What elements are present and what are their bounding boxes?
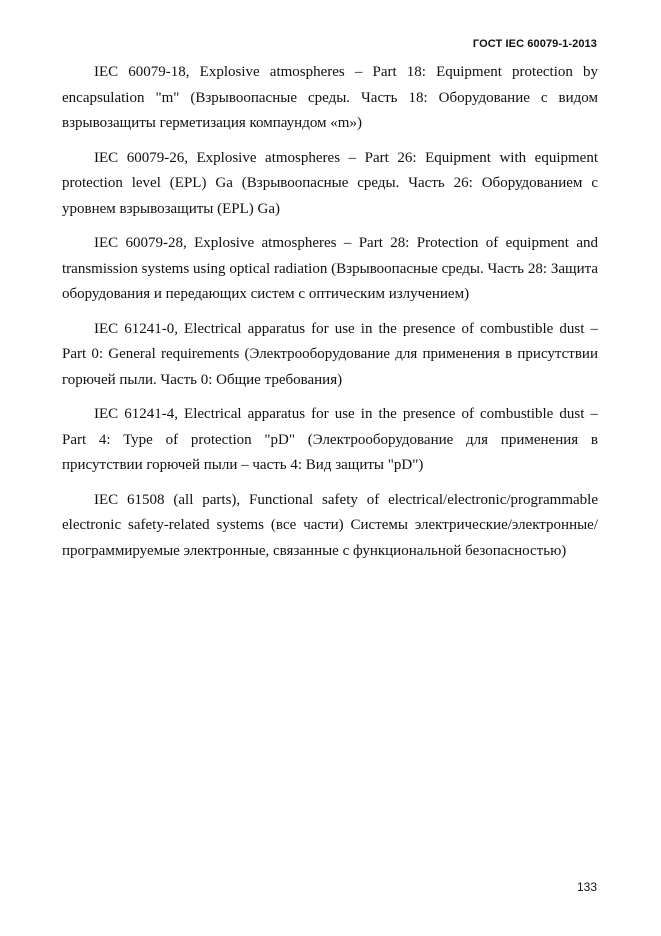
reference-iec-60079-26: IEC 60079-26, Explosive atmospheres – Part 26: Equipment with equipment protection level (EPL) Ga (Взрывоопасные среды. Часть 26: Оборудованием с уровнем взрывозащиты (EPL) Ga) (62, 149, 598, 217)
page-number: 133 (576, 880, 597, 894)
reference-iec-61508: IEC 61508 (all parts), Functional safety of electrical/electronic/programmable electronic safety-related systems (все части) Системы электрические/электронные/программируемые электронные, связанные с функциональной безопасностью) (62, 491, 598, 559)
reference-iec-60079-28: IEC 60079-28, Explosive atmospheres – Part 28: Protection of equipment and transmission systems using optical radiation (Взрывоопасные среды. Часть 28: Защита оборудования и передающих систем с оптическим излучением) (62, 235, 598, 302)
document-header-code: ГОСТ IEC 60079-1-2013 (472, 38, 597, 50)
reference-iec-60079-18: IEC 60079-18, Explosive atmospheres – Part 18: Equipment protection by encapsulation "m" (Взрывоопасные среды. Часть 18: Оборудование с видом взрывозащиты герметизация компаундом «m») (62, 64, 598, 131)
normative-references-list (62, 60, 598, 573)
reference-iec-61241-4: IEC 61241-4, Electrical apparatus for use in the presence of combustible dust – Part 4: Type of protection "pD" (Электрооборудование для применения в присутствии горючей пыли – часть 4: Вид защиты "pD") (62, 406, 598, 473)
reference-iec-61241-0: IEC 61241-0, Electrical apparatus for use in the presence of combustible dust – Part 0: General requirements (Электрооборудование для применения в присутствии горючей пыли. Часть 0: Общие требования) (62, 320, 598, 388)
